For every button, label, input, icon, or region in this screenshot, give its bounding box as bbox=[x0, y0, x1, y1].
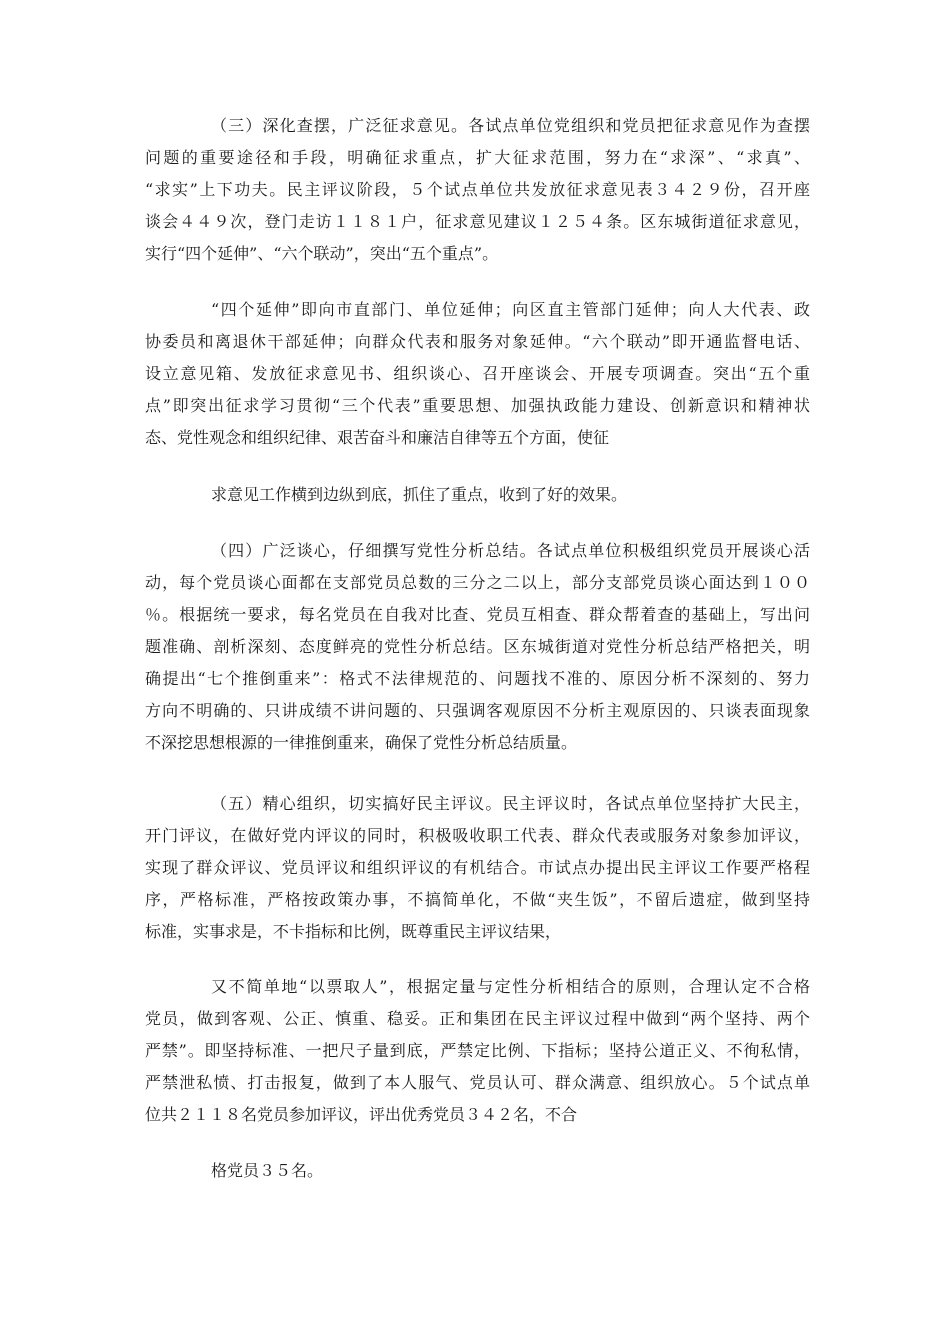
paragraph-7 bbox=[145, 1155, 810, 1187]
paragraph-2-line-5: 态、党性观念和组织纪律、艰苦奋斗和廉洁自律等五个方面，使征 bbox=[145, 428, 610, 447]
paragraph-5-line-4: 序，严格标准，严格按政策办事，不搞简单化，不做“夹生饭”，不留后遗症，做到坚持 bbox=[145, 890, 810, 909]
paragraph-6-line-4: 严禁泄私愤、打击报复，做到了本人服气、党员认可、群众满意、组织放心。５个试点单 bbox=[145, 1073, 810, 1092]
paragraph-2-line-3: 设立意见箱、发放征求意见书、组织谈心、召开座谈会、开展专项调查。突出“五个重 bbox=[145, 364, 810, 383]
paragraph-6-line-1: 又不简单地“以票取人”，根据定量与定性分析相结合的原则，合理认定不合格 bbox=[211, 977, 810, 996]
paragraph-4-line-6: 方向不明确的、只讲成绩不讲问题的、只强调客观原因不分析主观原因的、只谈表面现象 bbox=[145, 701, 810, 720]
paragraph-1-line-4: 谈会４４９次，登门走访１１８１户，征求意见建议１２５４条。区东城街道征求意见， bbox=[145, 212, 810, 231]
paragraph-6-line-5: 位共２１１８名党员参加评议，评出优秀党员３４２名，不合 bbox=[145, 1105, 578, 1124]
paragraph-2-line-4: 点”即突出征求学习贯彻“三个代表”重要思想、加强执政能力建设、创新意识和精神状 bbox=[145, 396, 810, 415]
paragraph-5 bbox=[145, 788, 810, 948]
paragraph-6-line-3: 严禁”。即坚持标准、一把尺子量到底，严禁定比例、下指标；坚持公道正义、不徇私情， bbox=[145, 1041, 810, 1060]
paragraph-2-line-1: “四个延伸”即向市直部门、单位延伸；向区直主管部门延伸；向人大代表、政 bbox=[211, 300, 810, 319]
paragraph-4-line-3: ％。根据统一要求，每名党员在自我对比查、党员互相查、群众帮着查的基础上，写出问 bbox=[145, 605, 810, 624]
paragraph-1-line-5: 实行“四个延伸”、“六个联动”，突出“五个重点”。 bbox=[145, 244, 499, 263]
paragraph-1-line-3: “求实”上下功夫。民主评议阶段，５个试点单位共发放征求意见表３４２９份，召开座 bbox=[145, 180, 810, 199]
paragraph-1-line-2: 问题的重要途径和手段，明确征求重点，扩大征求范围，努力在“求深”、“求真”、 bbox=[145, 148, 810, 167]
paragraph-2 bbox=[145, 294, 810, 454]
paragraph-5-line-2: 开门评议，在做好党内评议的同时，积极吸收职工代表、群众代表或服务对象参加评议， bbox=[145, 826, 810, 845]
paragraph-4-line-4: 题准确、剖析深刻、态度鲜亮的党性分析总结。区东城街道对党性分析总结严格把关，明 bbox=[145, 637, 810, 656]
paragraph-4-line-7: 不深挖思想根源的一律推倒重来，确保了党性分析总结质量。 bbox=[145, 733, 578, 752]
paragraph-4 bbox=[145, 535, 810, 759]
paragraph-5-line-3: 实现了群众评议、党员评议和组织评议的有机结合。市试点办提出民主评议工作要严格程 bbox=[145, 858, 810, 877]
paragraph-7-line-1: 格党员３５名。 bbox=[211, 1161, 324, 1180]
paragraph-5-line-1: （五）精心组织，切实搞好民主评议。民主评议时，各试点单位坚持扩大民主， bbox=[211, 794, 810, 813]
paragraph-4-line-5: 确提出“七个推倒重来”：格式不法律规范的、问题找不准的、原因分析不深刻的、努力 bbox=[145, 669, 810, 688]
paragraph-5-line-5: 标准，实事求是，不卡指标和比例，既尊重民主评议结果， bbox=[145, 922, 562, 941]
paragraph-4-line-2: 动，每个党员谈心面都在支部党员总数的三分之二以上，部分支部党员谈心面达到１００ bbox=[145, 573, 810, 592]
paragraph-3 bbox=[145, 479, 810, 511]
paragraph-2-line-2: 协委员和离退休干部延伸；向群众代表和服务对象延伸。“六个联动”即开通监督电话、 bbox=[145, 332, 810, 351]
paragraph-3-line-1: 求意见工作横到边纵到底，抓住了重点，收到了好的效果。 bbox=[211, 485, 628, 504]
paragraph-6 bbox=[145, 971, 810, 1131]
paragraph-1-line-1: （三）深化查摆，广泛征求意见。各试点单位党组织和党员把征求意见作为查摆 bbox=[211, 116, 810, 135]
paragraph-6-line-2: 党员，做到客观、公正、慎重、稳妥。正和集团在民主评议过程中做到“两个坚持、两个 bbox=[145, 1009, 810, 1028]
paragraph-4-line-1: （四）广泛谈心，仔细撰写党性分析总结。各试点单位积极组织党员开展谈心活 bbox=[211, 541, 810, 560]
paragraph-1 bbox=[145, 110, 810, 270]
